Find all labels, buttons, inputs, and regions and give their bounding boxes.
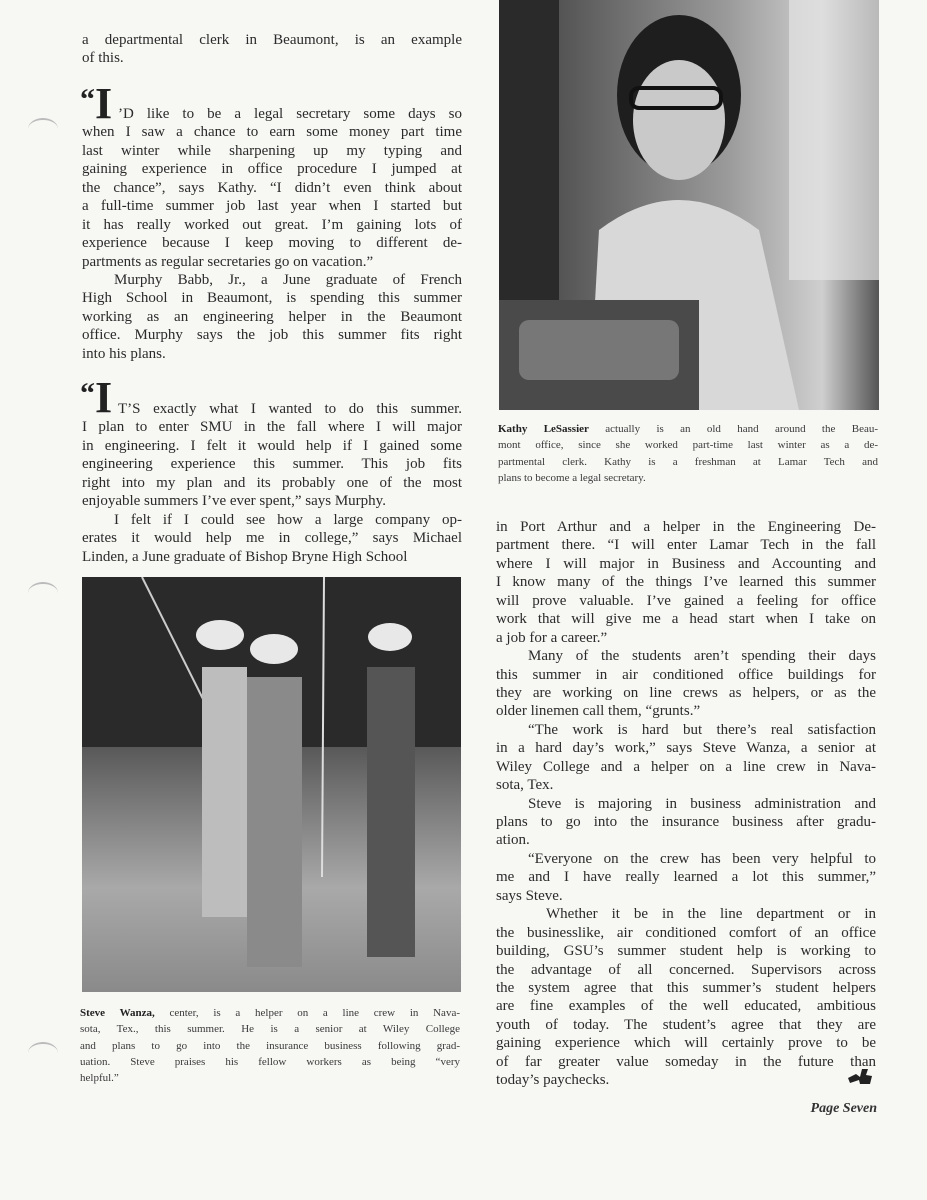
- text-line: ’D like to be a legal secretary some days so: [118, 106, 462, 122]
- text-line: of far greater value someday in the future than: [496, 1053, 876, 1070]
- text-line: working as an engineering helper in the Beaumont: [82, 308, 462, 325]
- left-column-murphy-quote: [82, 400, 462, 566]
- drop-cap-letter: I: [95, 79, 113, 128]
- drop-cap-quote: “: [80, 377, 95, 410]
- text-line: are fine examples of the well educated, ambitious: [496, 998, 876, 1015]
- text-line: Linden, a June graduate of Bishop Bryne High School: [82, 548, 408, 565]
- caption-line: center, is a helper on a line crew in Nava-: [154, 1007, 460, 1019]
- text-line: the chance”, says Kathy. “I didn’t even think about: [82, 179, 462, 196]
- photo-kathy-illustration: [499, 0, 879, 410]
- caption-line: sota, Tex., this summer. He is a senior at Wiley College: [80, 1023, 460, 1036]
- text-line: T’S exactly what I wanted to do this summer.: [118, 401, 462, 417]
- text-line: Steve is majoring in business administration and: [528, 795, 876, 812]
- text-line: me and I have really learned a lot this summer,”: [496, 869, 876, 886]
- drop-cap-quote: “: [80, 83, 95, 116]
- caption-name: Kathy LeSassier: [498, 423, 589, 435]
- gsu-end-mark-icon: [848, 1069, 872, 1085]
- text-line: today’s paychecks.: [496, 1072, 610, 1089]
- text-line: Murphy Babb, Jr., a June graduate of French: [114, 271, 462, 288]
- punch-hole-mark: [28, 1042, 58, 1064]
- page-number: Page Seven: [810, 1101, 877, 1116]
- text-line: in engineering. I felt it would help if I gained some: [82, 437, 462, 454]
- text-line: office. Murphy says the job this summer fits right: [82, 327, 462, 344]
- caption-crew: [80, 1005, 460, 1086]
- text-line: right into my plan and its probably one of the most: [82, 474, 462, 491]
- text-line: a job for a career.”: [496, 629, 608, 646]
- text-line: I plan to enter SMU in the fall where I will major: [82, 419, 462, 436]
- caption-line: partmental clerk. Kathy is a freshman at Lamar Tech and: [498, 455, 878, 468]
- punch-hole-mark: [28, 582, 58, 604]
- text-line: building, GSU’s summer student help is working to: [496, 943, 876, 960]
- text-line: I felt if I could see how a large company op-: [114, 511, 462, 528]
- caption-line: and plans to go into the insurance business following grad-: [80, 1039, 460, 1052]
- caption-name: Steve Wanza,: [80, 1007, 155, 1019]
- photo-line-crew: [82, 577, 461, 992]
- text-line: “Everyone on the crew has been very helpful to: [528, 850, 876, 867]
- text-line: I know many of the things I’ve learned this summer: [496, 574, 876, 591]
- text-line: a full-time summer job last year when I started but: [82, 198, 462, 215]
- text-line: “The work is hard but there’s real satisfaction: [528, 721, 876, 738]
- text-line: last winter while sharpening up my typing and: [82, 142, 462, 159]
- caption-line: helpful.”: [80, 1072, 119, 1085]
- text-line: sota, Tex.: [496, 777, 554, 794]
- text-line: Wiley College and a helper on a line crew in Nava-: [496, 758, 876, 775]
- text-line: enjoyable summers I’ve ever spent,” says Murphy.: [82, 493, 386, 510]
- left-column-kathy-quote: [82, 105, 462, 363]
- caption-line: actually is an old hand around the Beau-: [588, 423, 878, 435]
- text-line: in Port Arthur and a helper in the Engineering De-: [496, 519, 876, 535]
- text-line: partment there. “I will enter Lamar Tech in the fall: [496, 537, 876, 554]
- photo-kathy-lesassier: [499, 0, 879, 410]
- text-line: the advantage of all concerned. Supervisors across: [496, 961, 876, 978]
- text-line: Many of the students aren’t spending their days: [528, 648, 876, 665]
- text-line: when I saw a chance to earn some money part time: [82, 124, 462, 141]
- text-line: into his plans.: [82, 345, 166, 362]
- text-line: says Steve.: [496, 887, 563, 904]
- text-line: in a hard day’s work,” says Steve Wanza, a senior at: [496, 740, 876, 757]
- text-line: Whether it be in the line department or in: [546, 906, 876, 923]
- text-line: a departmental clerk in Beaumont, is an example: [82, 32, 462, 48]
- caption-line: uation. Steve praises his fellow workers as being “very: [80, 1055, 460, 1068]
- text-line: of this.: [82, 50, 124, 67]
- text-line: it has really worked out great. I’m gaining lots of: [82, 216, 462, 233]
- text-line: the businesslike, air conditioned comfort of an office: [496, 924, 876, 941]
- text-line: experience because I keep moving to different de-: [82, 235, 462, 252]
- right-column-text: [496, 518, 876, 1090]
- text-line: they are working on line crews as helpers, or as the: [496, 684, 876, 701]
- text-line: youth of today. The student’s agree that they are: [496, 1016, 876, 1033]
- punch-hole-mark: [28, 118, 58, 140]
- caption-line: mont office, since she worked part-time last winter as a de-: [498, 439, 878, 452]
- photo-crew-illustration: [82, 577, 461, 992]
- text-line: will prove valuable. I’ve gained a feeling for office: [496, 592, 876, 609]
- text-line: ation.: [496, 832, 530, 849]
- text-line: older linemen call them, “grunts.”: [496, 703, 701, 720]
- text-line: engineering experience this summer. This job fits: [82, 456, 462, 473]
- caption-kathy: [498, 421, 878, 486]
- text-line: work that will give me a head start when I take on: [496, 611, 876, 628]
- text-line: plans to go into the insurance business after gradu-: [496, 814, 876, 830]
- text-line: the system agree that this summer’s student helpers: [496, 979, 876, 996]
- text-line: gaining experience which will certainly prove to be: [496, 1035, 876, 1052]
- text-line: gaining experience in office procedure I jumped at: [82, 161, 462, 178]
- text-line: partments as regular secretaries go on vacation.”: [82, 253, 374, 270]
- caption-line: plans to become a legal secretary.: [498, 471, 646, 484]
- text-line: erates it would help me in college,” says Michael: [82, 530, 462, 547]
- left-column-intro: [82, 31, 462, 68]
- text-line: this summer in air conditioned office buildings for: [496, 666, 876, 683]
- text-line: where I will major in Business and Accounting and: [496, 555, 876, 572]
- text-line: High School in Beaumont, is spending this summer: [82, 290, 462, 307]
- drop-cap-letter: I: [95, 373, 113, 422]
